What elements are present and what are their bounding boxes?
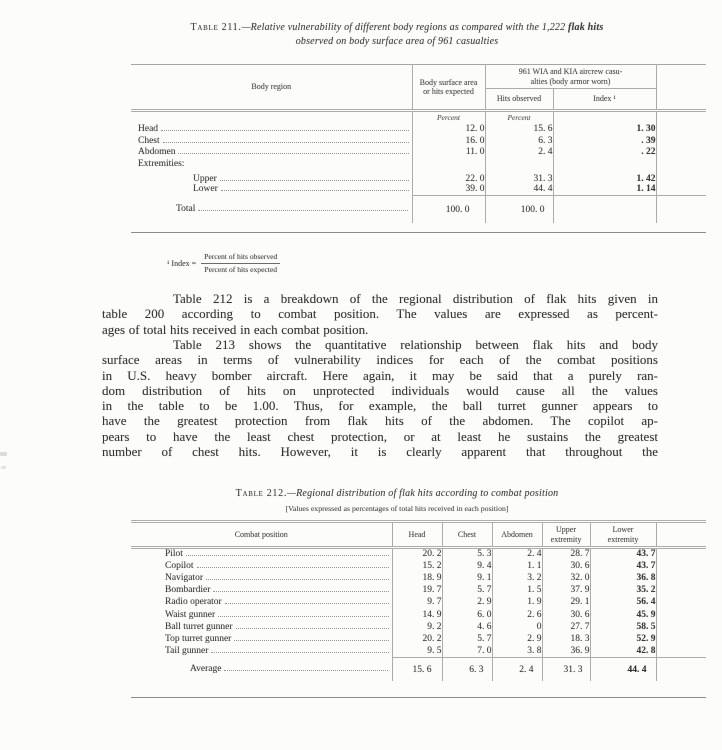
unit-surface: Percent	[412, 111, 485, 124]
row-lower	[131, 184, 706, 196]
row-label: Average	[190, 664, 222, 675]
footnote-fraction	[201, 252, 280, 274]
row-copilot	[131, 560, 706, 572]
cell-head: 9. 5	[392, 645, 442, 657]
footnote-prefix: ¹ Index =	[167, 258, 197, 268]
text-line: surface areas in terms of vulnerability indices for each of the combat positions	[102, 352, 658, 368]
row-extremities	[131, 158, 706, 170]
col-lower-extremity: Lower extremity	[590, 522, 656, 548]
row-radio-operator	[131, 596, 706, 608]
row-navigator	[131, 572, 706, 584]
fraction-denominator: Percent of hits expected	[204, 264, 278, 274]
cell-hits: 6. 3	[485, 135, 553, 147]
cell-total-hits: 100. 0	[485, 195, 553, 223]
cell-upper: 36. 9	[542, 645, 590, 657]
row-label: Extremities:	[138, 158, 185, 169]
col-chest: Chest	[442, 522, 492, 548]
col-body-surface: Body surface area or hits expected	[412, 65, 485, 111]
leader-dots	[220, 180, 409, 181]
text-line: in the table to be 1.00. Thus, for example, the ball turret gunner appears to	[102, 398, 658, 414]
cell-total-surface: 100. 0	[412, 195, 485, 223]
col-body-region: Body region	[131, 65, 412, 111]
cell-upper: 37. 9	[542, 584, 590, 596]
cell-chest: 5. 7	[442, 633, 492, 645]
leader-dots	[206, 579, 389, 580]
cell-upper: 28. 7	[542, 548, 590, 560]
scan-artifact	[1, 466, 6, 469]
fraction-numerator: Percent of hits observed	[201, 252, 280, 264]
cell-abdomen: 1. 5	[492, 584, 542, 596]
row-average	[131, 657, 706, 681]
row-label: Ball turret gunner	[165, 621, 233, 632]
row-label: Head	[138, 124, 159, 135]
text-line: number of chest hits. However, it is clearly apparent that throughout the	[102, 444, 658, 460]
text-line: Table 212 is a breakdown of the regional distribution of flak hits given in	[173, 291, 658, 306]
leader-dots	[197, 567, 389, 568]
cell-lower: 45. 9	[590, 608, 656, 620]
leader-dots	[161, 130, 408, 131]
cell-total-index	[553, 195, 656, 223]
row-label: Chest	[138, 135, 160, 146]
col-abdomen: Abdomen	[492, 522, 542, 548]
col-head: Head	[392, 522, 442, 548]
col-index: Index ¹	[553, 89, 656, 111]
table211-caption-line1	[72, 21, 722, 35]
row-label: Tail gunner	[165, 646, 209, 657]
row-upper	[131, 170, 706, 184]
cell-avg-chest: 6. 3	[442, 657, 492, 681]
row-head	[131, 124, 706, 136]
leader-dots	[225, 603, 389, 604]
cell-chest: 9. 1	[442, 572, 492, 584]
row-total	[131, 195, 706, 223]
cell-chest: 5. 7	[442, 584, 492, 596]
text-line: pears to have the least chest protection, or at least he sustains the greatest	[102, 428, 658, 444]
cell-lower: 52. 9	[590, 633, 656, 645]
leader-dots	[221, 190, 409, 191]
cell-chest: 2. 9	[442, 596, 492, 608]
cell-avg-abdomen: 2. 4	[492, 657, 542, 681]
cell-lower: 43. 7	[590, 560, 656, 572]
cell-upper: 29. 1	[542, 596, 590, 608]
leader-dots	[224, 670, 387, 671]
cell-lower: 35. 2	[590, 584, 656, 596]
cell-index: . 39	[553, 135, 656, 147]
table212-caption-text: —Regional distribution of flak hits according to combat position	[287, 488, 559, 499]
col-casualties-line1: 961 WIA and KIA aircrew casu-	[518, 67, 623, 76]
cell-abdomen: 2. 4	[492, 548, 542, 560]
text-line: Table 213 shows the quantitative relationship between flak hits and body	[173, 337, 658, 352]
cell-upper: 30. 6	[542, 560, 590, 572]
leader-dots	[198, 210, 407, 211]
cell-index: 1. 30	[553, 124, 656, 136]
cell-index: 1. 42	[553, 170, 656, 184]
col-casualties	[485, 65, 656, 89]
row-label: Top turret gunner	[165, 633, 232, 644]
row-label: Bombardier	[165, 585, 211, 596]
units-row	[131, 111, 706, 124]
table212-caption	[72, 487, 722, 501]
table212-caption-line1	[72, 487, 722, 501]
row-chest	[131, 135, 706, 147]
table-bottom-spacer	[131, 681, 706, 698]
row-abdomen	[131, 147, 706, 159]
row-bombardier	[131, 584, 706, 596]
text-line: in U.S. heavy bomber aircraft. Here again, it may be said that a purely ran-	[102, 367, 658, 383]
col-margin	[656, 522, 706, 548]
cell-abdomen: 1. 9	[492, 596, 542, 608]
cell-surface: 12. 0	[412, 124, 485, 136]
cell-head: 9. 2	[392, 621, 442, 633]
col-combat-position: Combat position	[131, 522, 392, 548]
table211-caption-bold-text: flak hits	[568, 22, 604, 33]
leader-dots	[178, 153, 408, 154]
table-bottom-spacer	[131, 223, 706, 233]
row-waist-gunner	[131, 608, 706, 620]
cell-upper: 30. 6	[542, 608, 590, 620]
col-casualties-line2: alties (body armor worn)	[530, 76, 611, 86]
cell-surface: 39. 0	[412, 184, 485, 196]
row-label: Upper	[193, 173, 217, 184]
cell-abdomen: 3. 8	[492, 645, 542, 657]
leader-dots	[234, 640, 388, 641]
row-label: Total	[176, 204, 196, 215]
leader-dots	[213, 591, 388, 592]
cell-upper: 32. 0	[542, 572, 590, 584]
table211-caption-line2: observed on body surface area of 961 casualties	[295, 35, 499, 47]
table211-caption	[72, 21, 722, 48]
cell-lower: 56. 4	[590, 596, 656, 608]
col-upper-extremity: Upper extremity	[542, 522, 590, 548]
row-top-turret-gunner	[131, 633, 706, 645]
paragraph-2	[102, 337, 658, 459]
table211-caption-number: Table 211.	[190, 22, 242, 33]
cell-abdomen: 3. 2	[492, 572, 542, 584]
leader-dots	[211, 652, 388, 653]
cell-head: 9. 7	[392, 596, 442, 608]
leader-dots	[236, 628, 389, 629]
cell-chest: 7. 0	[442, 645, 492, 657]
cell-chest: 4. 6	[442, 621, 492, 633]
table212-subtitle: [Values expressed as percentages of total hits received in each position]	[285, 504, 509, 513]
cell-lower: 42. 8	[590, 645, 656, 657]
leader-dots	[186, 555, 389, 556]
cell-chest: 9. 4	[442, 560, 492, 572]
cell-hits: 2. 4	[485, 147, 553, 159]
cell-avg-upper: 31. 3	[542, 657, 590, 681]
text-line: dom distribution of hits on unprotected individuals would cause all the values	[102, 382, 658, 398]
cell-upper: 18. 3	[542, 633, 590, 645]
text-line: table 200 according to combat position. The values are expressed as percent-	[102, 306, 658, 322]
cell-abdomen: 2. 6	[492, 608, 542, 620]
cell-head: 20. 2	[392, 633, 442, 645]
cell-chest: 5. 3	[442, 548, 492, 560]
cell-hits: 31. 3	[485, 170, 553, 184]
cell-abdomen: 2. 9	[492, 633, 542, 645]
row-label: Navigator	[165, 572, 203, 583]
table212-caption-number: Table 212.	[235, 488, 288, 499]
row-label: Lower	[193, 184, 218, 195]
row-label: Pilot	[165, 549, 183, 560]
col-margin	[656, 65, 706, 111]
footnote-index-definition	[167, 252, 280, 274]
cell-head: 20. 2	[392, 548, 442, 560]
table211-caption-text: —Relative vulnerability of different body regions as compared with the 1,222	[241, 22, 569, 33]
table211-header	[131, 65, 706, 111]
cell-surface: 22. 0	[412, 170, 485, 184]
paragraph-1	[102, 291, 658, 337]
unit-hits: Percent	[485, 111, 553, 124]
cell-abdomen: 1. 1	[492, 560, 542, 572]
text-line: have the greatest protection from flak hits of the abdomen. The copilot ap-	[102, 413, 658, 429]
row-label: Abdomen	[138, 147, 176, 158]
col-hits-observed: Hits observed	[485, 89, 553, 111]
cell-head: 19. 7	[392, 584, 442, 596]
leader-dots	[218, 616, 388, 617]
cell-surface: 11. 0	[412, 147, 485, 159]
cell-index: . 22	[553, 147, 656, 159]
cell-chest: 6. 0	[442, 608, 492, 620]
row-label: Waist gunner	[165, 609, 216, 620]
cell-hits: 44. 4	[485, 184, 553, 196]
text-line: ages of total hits received in each combat position.	[102, 321, 369, 337]
cell-avg-lower: 44. 4	[590, 657, 656, 681]
row-label: Radio operator	[165, 597, 222, 608]
cell-lower: 36. 8	[590, 572, 656, 584]
row-pilot	[131, 548, 706, 560]
cell-avg-head: 15. 6	[392, 657, 442, 681]
table211	[131, 64, 706, 233]
row-label: Copilot	[165, 560, 194, 571]
leader-dots	[163, 142, 409, 143]
cell-head: 15. 2	[392, 560, 442, 572]
cell-abdomen: 0	[492, 621, 542, 633]
cell-surface: 16. 0	[412, 135, 485, 147]
cell-hits: 15. 6	[485, 124, 553, 136]
table212	[131, 520, 706, 698]
cell-upper: 27. 7	[542, 621, 590, 633]
cell-lower: 58. 5	[590, 621, 656, 633]
table212-header	[131, 522, 706, 548]
scan-artifact	[0, 452, 7, 456]
cell-index: 1. 14	[553, 184, 656, 196]
cell-head: 14. 9	[392, 608, 442, 620]
cell-head: 18. 9	[392, 572, 442, 584]
row-tail-gunner	[131, 645, 706, 657]
cell-lower: 43. 7	[590, 548, 656, 560]
row-ball-turret-gunner	[131, 621, 706, 633]
